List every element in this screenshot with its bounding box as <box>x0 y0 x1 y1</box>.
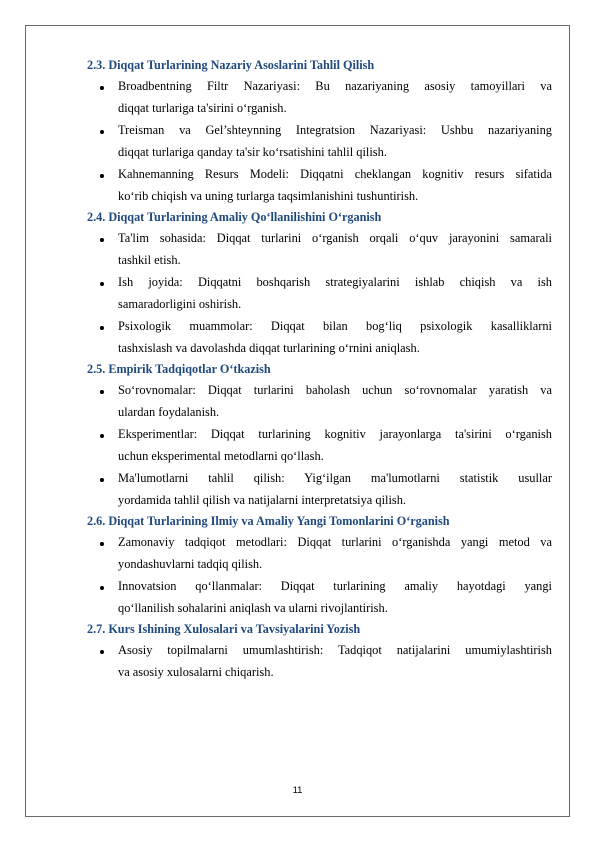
list-item-line: So‘rovnomalar: Diqqat turlarini baholash uchun so‘rovnomalar yaratish va <box>118 383 552 397</box>
list-item-line: va asosiy xulosalarni chiqarish. <box>118 665 274 679</box>
list-item-line: Psixologik muammolar: Diqqat bilan bog‘liq psixologik kasalliklarni <box>118 319 552 333</box>
list-item-line: tashxislash va davolashda diqqat turlarining o‘rnini aniqlash. <box>118 341 420 355</box>
list-item-line: Ta'lim sohasida: Diqqat turlarini o‘rganish orqali o‘quv jarayonini samarali <box>118 231 552 245</box>
bullet-list <box>87 531 552 619</box>
list-item-line: Treisman va Gel’shteynning Integratsion Nazariyasi: Ushbu nazariyaning <box>118 123 552 137</box>
list-item-line: samaradorligini oshirish. <box>118 297 242 311</box>
list-item <box>87 467 552 511</box>
page-number: 11 <box>292 785 303 796</box>
list-item <box>87 119 552 163</box>
list-item <box>87 75 552 119</box>
bullet-icon <box>100 282 104 286</box>
list-item-line: Ma'lumotlarni tahlil qilish: Yig‘ilgan ma'lumotlarni statistik usullar <box>118 471 552 485</box>
list-item <box>87 575 552 619</box>
list-item <box>87 163 552 207</box>
list-item-line: ko‘rib chiqish va uning turlarga taqsimlanishini tushuntirish. <box>118 189 419 203</box>
list-item-line: Innovatsion qo‘llanmalar: Diqqat turlarining amaliy hayotdagi yangi <box>118 579 552 593</box>
section-2-4 <box>87 207 552 359</box>
section-heading: 2.4. Diqqat Turlarining Amaliy Qo‘llanilishini O‘rganish <box>87 210 382 224</box>
section-heading: 2.7. Kurs Ishining Xulosalari va Tavsiyalarini Yozish <box>87 622 361 636</box>
list-item <box>87 531 552 575</box>
bullet-list <box>87 379 552 511</box>
document-body <box>87 55 552 683</box>
list-item-line: yondashuvlarni tadqiq qilish. <box>118 557 263 571</box>
bullet-icon <box>100 86 104 90</box>
list-item-line: diqqat turlariga ta'sirini o‘rganish. <box>118 101 287 115</box>
list-item-line: tashkil etish. <box>118 253 181 267</box>
list-item-line: qo‘llanilish sohalarini aniqlash va ularni rivojlantirish. <box>118 601 388 615</box>
list-item-line: Eksperimentlar: Diqqat turlarining kognitiv jarayonlarga ta'sirini o‘rganish <box>118 427 552 441</box>
bullet-icon <box>100 390 104 394</box>
bullet-icon <box>100 434 104 438</box>
bullet-icon <box>100 174 104 178</box>
list-item-line: Kahnemanning Resurs Modeli: Diqqatni cheklangan kognitiv resurs sifatida <box>118 167 552 181</box>
section-heading: 2.3. Diqqat Turlarining Nazariy Asoslarini Tahlil Qilish <box>87 58 375 72</box>
list-item <box>87 271 552 315</box>
section-2-3 <box>87 55 552 207</box>
section-heading: 2.6. Diqqat Turlarining Ilmiy va Amaliy Yangi Tomonlarini O‘rganish <box>87 514 450 528</box>
bullet-list <box>87 227 552 359</box>
list-item-line: Broadbentning Filtr Nazariyasi: Bu nazariyaning asosiy tamoyillari va <box>118 79 552 93</box>
list-item <box>87 379 552 423</box>
bullet-icon <box>100 586 104 590</box>
list-item-line: Ish joyida: Diqqatni boshqarish strategiyalarini ishlab chiqish va ish <box>118 275 552 289</box>
bullet-icon <box>100 238 104 242</box>
list-item-line: Zamonaviy tadqiqot metodlari: Diqqat turlarini o‘rganishda yangi metod va <box>118 535 552 549</box>
bullet-icon <box>100 478 104 482</box>
list-item-line: diqqat turlariga qanday ta'sir ko‘rsatishini tahlil qilish. <box>118 145 387 159</box>
list-item-line: uchun eksperimental metodlarni qo‘llash. <box>118 449 324 463</box>
bullet-icon <box>100 326 104 330</box>
list-item <box>87 423 552 467</box>
list-item-line: ulardan foydalanish. <box>118 405 220 419</box>
list-item-line: yordamida tahlil qilish va natijalarni interpretatsiya qilish. <box>118 493 407 507</box>
section-2-6 <box>87 511 552 619</box>
bullet-icon <box>100 130 104 134</box>
list-item-line: Asosiy topilmalarni umumlashtirish: Tadqiqot natijalarini umumiylashtirish <box>118 643 552 657</box>
section-heading: 2.5. Empirik Tadqiqotlar O‘tkazish <box>87 362 271 376</box>
bullet-icon <box>100 542 104 546</box>
list-item <box>87 315 552 359</box>
list-item <box>87 227 552 271</box>
list-item <box>87 639 552 683</box>
bullet-list <box>87 639 552 683</box>
section-2-5 <box>87 359 552 511</box>
section-2-7 <box>87 619 552 683</box>
bullet-list <box>87 75 552 207</box>
bullet-icon <box>100 650 104 654</box>
